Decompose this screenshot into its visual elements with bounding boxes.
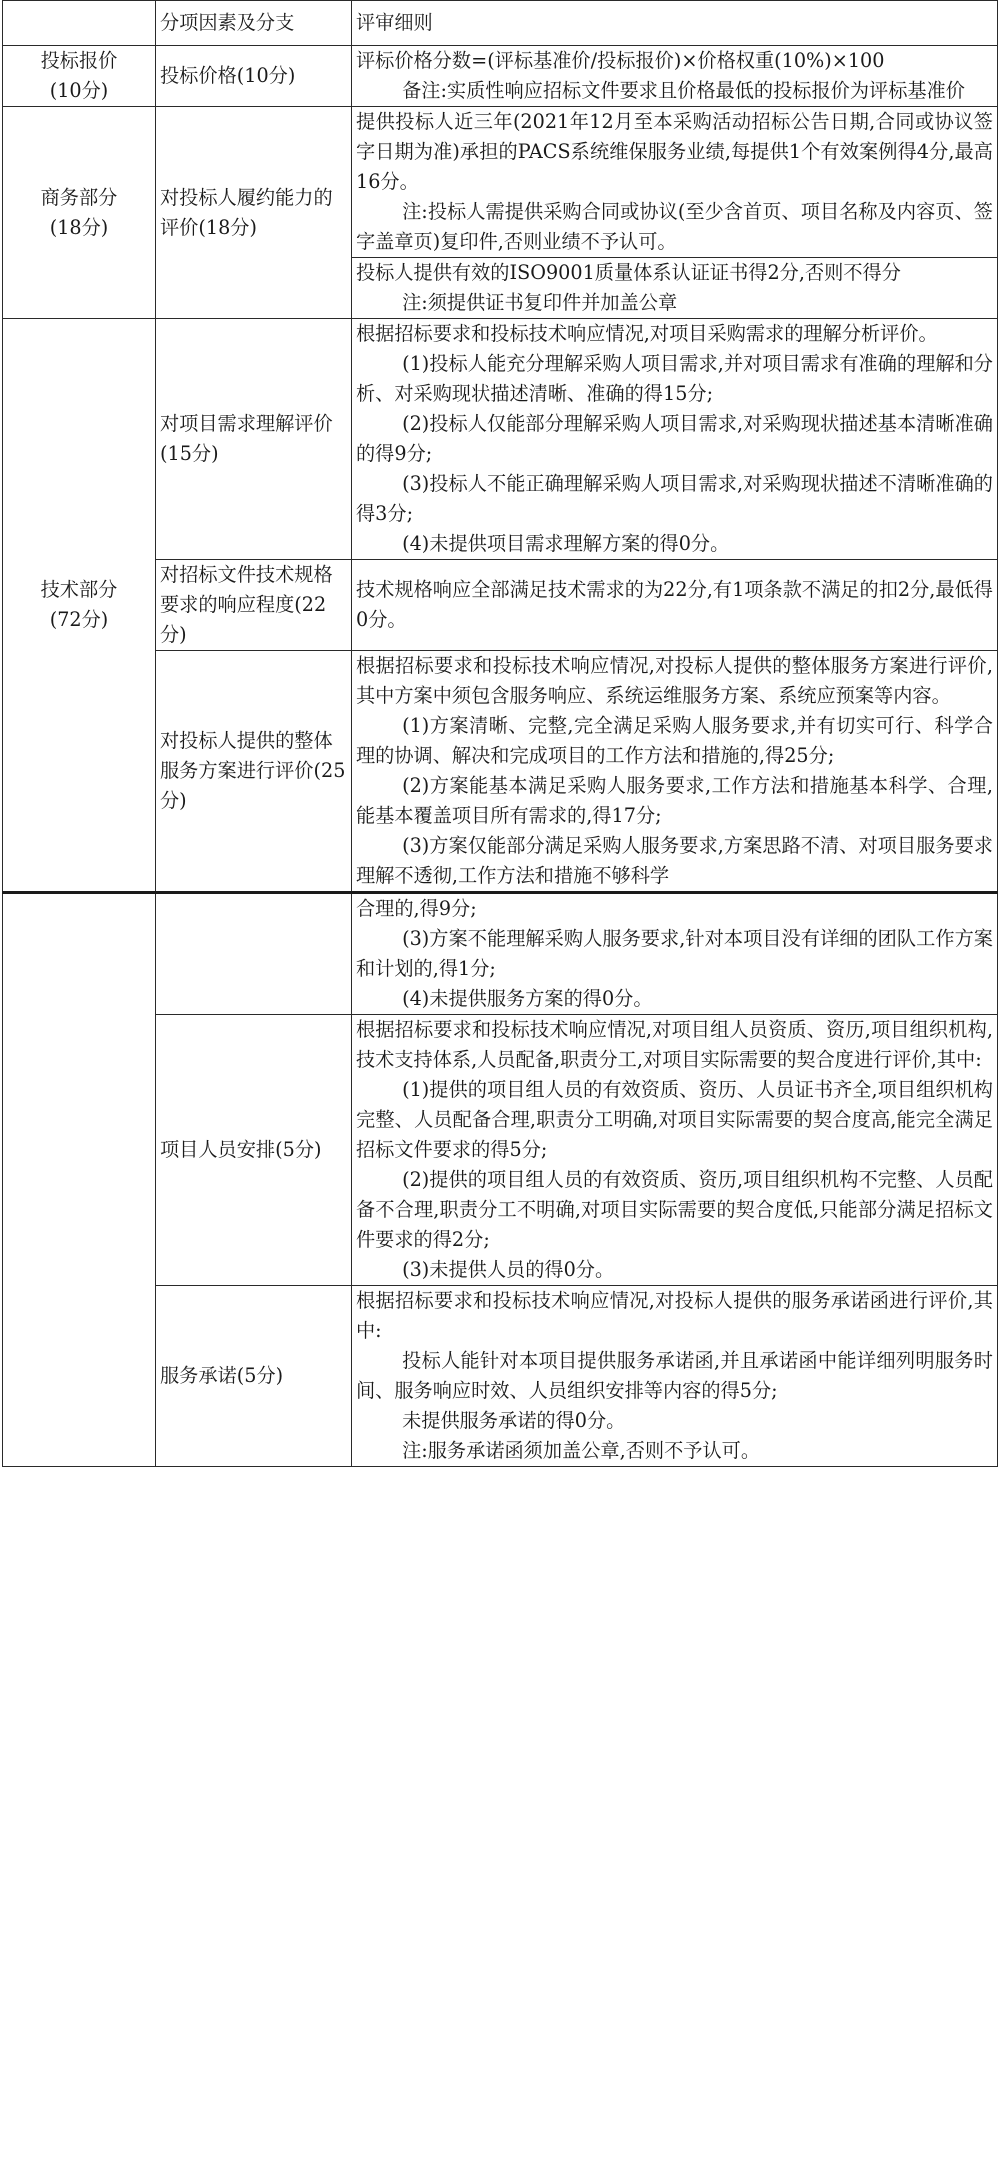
tech-service-intro: 根据招标要求和投标技术响应情况,对投标人提供的整体服务方案进行评价,其中方案中须包含服务响应、系统运维服务方案、系统应预案等内容。	[356, 654, 993, 707]
tech-req-item-2: (2)投标人仅能部分理解采购人项目需求,对采购现状描述基本清晰准确的得9分;	[356, 412, 993, 465]
tech-req-intro: 根据招标要求和投标技术响应情况,对项目采购需求的理解分析评价。	[356, 322, 938, 345]
tech-category-cell	[3, 319, 156, 893]
business-performance-rule: 提供投标人近三年(2021年12月至本采购活动招标公告日期,合同或协议签字日期为准)承担的PACS系统维保服务业绩,每提供1个有效案例得4分,最高16分。	[356, 110, 993, 193]
tech-cont-category-cell	[3, 893, 156, 1467]
price-note: 备注:实质性响应招标文件要求且价格最低的投标报价为评标基准价	[402, 79, 965, 102]
header-row	[3, 1, 998, 46]
tech-req-sub-cell: 对项目需求理解评价(15分)	[156, 319, 352, 560]
tech-service-rule-cell	[352, 651, 998, 893]
tech-service-cont-sub-cell	[156, 893, 352, 1015]
tech-req-item-4: (4)未提供项目需求理解方案的得0分。	[402, 532, 730, 555]
tech-staff-item-1: (1)提供的项目组人员的有效资质、资历、人员证书齐全,项目组织机构完整、人员配备合理,职责分工明确,对项目实际需要的契合度高,能完全满足招标文件要求的得5分;	[356, 1078, 993, 1161]
business-performance-cell	[352, 107, 998, 258]
business-performance-note: 注:投标人需提供采购合同或协议(至少含首页、项目名称及内容页、签字盖章页)复印件,否则业绩不予认可。	[356, 200, 993, 253]
tech-spec-rule-cell	[352, 560, 998, 651]
tech-service-item-3b: (3)方案不能理解采购人服务要求,针对本项目没有详细的团队工作方案和计划的,得1分;	[356, 927, 993, 980]
tech-req-row	[3, 319, 998, 560]
tech-staff-item-2: (2)提供的项目组人员的有效资质、资历,项目组织机构不完整、人员配备不合理,职责分工不明确,对项目实际需要的契合度低,只能部分满足招标文件要求的得2分;	[356, 1168, 993, 1251]
tech-service-cont-row	[3, 893, 998, 1015]
business-category-name: 商务部分	[40, 185, 118, 209]
price-row	[3, 46, 998, 107]
header-rule-cell: 评审细则	[352, 1, 998, 46]
tech-category-score: (72分)	[49, 608, 109, 631]
tech-promise-rule-cell	[352, 1286, 998, 1467]
business-iso-rule: 投标人提供有效的ISO9001质量体系认证证书得2分,否则不得分	[356, 261, 901, 284]
business-sub-cell: 对投标人履约能力的评价(18分)	[156, 107, 352, 319]
price-category-score: (10分)	[49, 79, 109, 102]
scoring-table	[2, 0, 998, 1467]
price-formula: 评标价格分数=(评标基准价/投标报价)×价格权重(10%)×100	[356, 49, 885, 72]
price-category-name: 投标报价	[40, 49, 118, 72]
tech-promise-sub-cell: 服务承诺(5分)	[156, 1286, 352, 1467]
price-sub-cell: 投标价格(10分)	[156, 46, 352, 107]
tech-promise-item-2: 未提供服务承诺的得0分。	[402, 1409, 626, 1432]
tech-req-item-3: (3)投标人不能正确理解采购人项目需求,对采购现状描述不清晰准确的得3分;	[356, 472, 993, 525]
tech-category-name: 技术部分	[40, 578, 118, 601]
tech-req-item-1: (1)投标人能充分理解采购人项目需求,并对项目需求有准确的理解和分析、对采购现状描述清晰、准确的得15分;	[356, 352, 993, 405]
tech-service-item-3-cont: 合理的,得9分;	[356, 897, 477, 920]
tech-service-sub-cell: 对投标人提供的整体服务方案进行评价(25分)	[156, 651, 352, 893]
header-factor-cell	[3, 1, 156, 46]
tech-service-item-1: (1)方案清晰、完整,完全满足采购人服务要求,并有切实可行、科学合理的协调、解决和完成项目的工作方法和措施的,得25分;	[356, 714, 993, 767]
header-sub-cell: 分项因素及分支	[156, 1, 352, 46]
scoring-table-page	[2, 0, 998, 1467]
tech-service-cont-cell	[352, 893, 998, 1015]
tech-staff-sub-cell: 项目人员安排(5分)	[156, 1015, 352, 1286]
tech-spec-sub-cell: 对招标文件技术规格要求的响应程度(22分)	[156, 560, 352, 651]
tech-promise-intro: 根据招标要求和投标技术响应情况,对投标人提供的服务承诺函进行评价,其中:	[356, 1289, 993, 1342]
tech-promise-note: 注:服务承诺函须加盖公章,否则不予认可。	[402, 1439, 761, 1462]
tech-staff-intro: 根据招标要求和投标技术响应情况,对项目组人员资质、资历,项目组织机构,技术支持体系,人员配备,职责分工,对项目实际需要的契合度进行评价,其中:	[356, 1018, 993, 1071]
price-category-cell	[3, 46, 156, 107]
tech-service-item-4: (4)未提供服务方案的得0分。	[402, 987, 653, 1010]
price-rule-cell	[352, 46, 998, 107]
business-row-1	[3, 107, 998, 258]
tech-promise-item-1: 投标人能针对本项目提供服务承诺函,并且承诺函中能详细列明服务时间、服务响应时效、人员组织安排等内容的得5分;	[356, 1349, 993, 1402]
business-iso-cell	[352, 258, 998, 319]
business-category-score: (18分)	[49, 215, 109, 239]
tech-service-item-3: (3)方案仅能部分满足采购人服务要求,方案思路不清、对项目服务要求理解不透彻,工作方法和措施不够科学	[356, 834, 993, 887]
tech-req-rule-cell	[352, 319, 998, 560]
tech-service-item-2: (2)方案能基本满足采购人服务要求,工作方法和措施基本科学、合理,能基本覆盖项目所有需求的,得17分;	[356, 774, 993, 827]
tech-spec-rule: 技术规格响应全部满足技术需求的为22分,有1项条款不满足的扣2分,最低得0分。	[356, 578, 993, 631]
business-iso-note: 注:须提供证书复印件并加盖公章	[402, 291, 678, 314]
tech-staff-item-3: (3)未提供人员的得0分。	[402, 1258, 615, 1281]
business-category-cell	[3, 107, 156, 319]
tech-staff-rule-cell	[352, 1015, 998, 1286]
